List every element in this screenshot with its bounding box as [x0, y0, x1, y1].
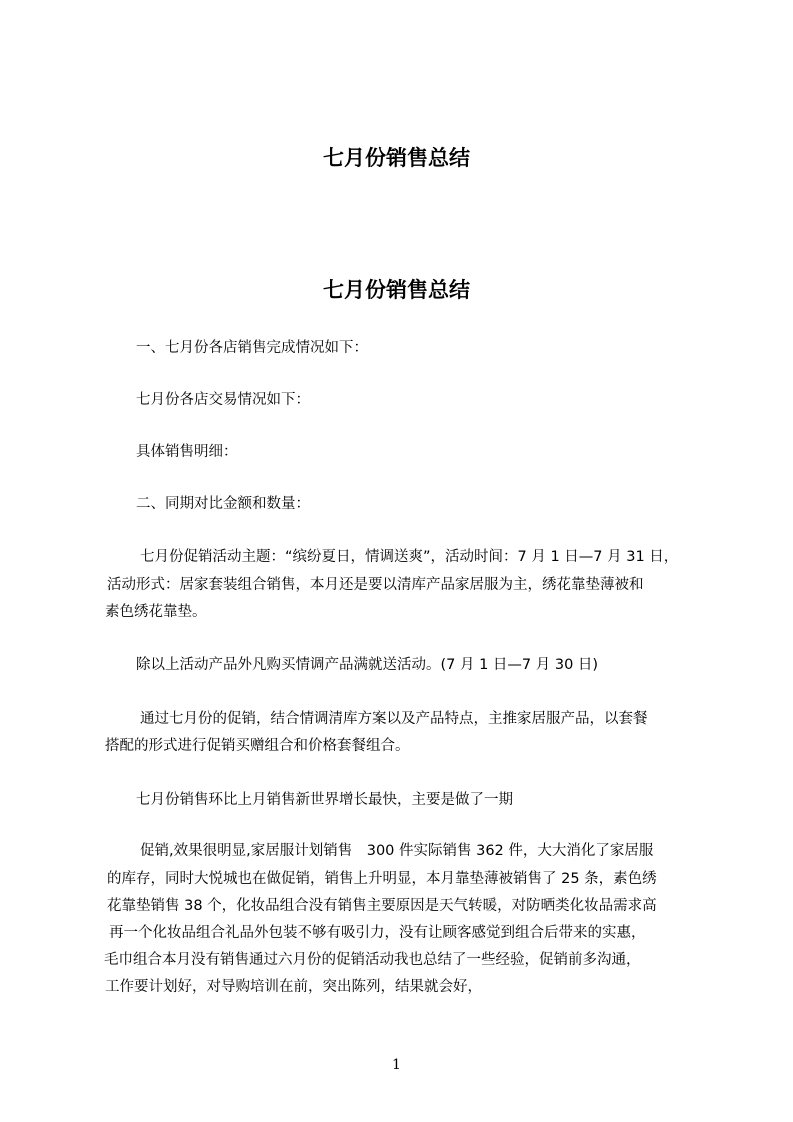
text-line: 毛巾组合本月没有销售通过六月份的促销活动我也总结了一些经验，促销前多沟通， — [104, 952, 641, 968]
header-title: 七月份销售总结 — [323, 146, 470, 170]
text-line: 活动形式：居家套装组合销售，本月还是要以清库产品家居服为主，绣花靠垫薄被和 — [107, 577, 644, 593]
text-line: 的库存，同时大悦城也在做促销，销售上升明显，本月靠垫薄被销售了 25 条，素色绣 — [107, 871, 657, 887]
text-line: 再一个化妆品组合礼品外包装不够有吸引力，没有让顾客感觉到组合后带来的实惠， — [109, 925, 646, 941]
paragraph-transactions: 七月份各店交易情况如下： — [136, 392, 310, 408]
paragraph-sales-details: 具体销售明细： — [136, 444, 238, 460]
text-line: 搭配的形式进行促销买赠组合和价格套餐组合。 — [105, 738, 410, 754]
page-number: 1 — [392, 1057, 401, 1073]
text-line: 工作要计划好，对导购培训在前，突出陈列，结果就会好， — [105, 979, 482, 995]
document-title: 七月份销售总结 — [323, 278, 470, 302]
paragraph-growth: 七月份销售环比上月销售新世界增长最快，主要是做了一期 — [136, 792, 513, 808]
text-line: 通过七月份的促销，结合情调清库方案以及产品特点，主推家居服产品，以套餐 — [140, 711, 648, 727]
text-line: 促销,效果很明显,家居服计划销售 300 件实际销售 362 件，大大消化了家居服 — [140, 843, 654, 859]
paragraph-gift-activity: 除以上活动产品外凡购买情调产品满就送活动。(7 月 1 日—7 月 30 日) — [136, 657, 599, 673]
text-line: 七月份促销活动主题：“缤纷夏日，情调送爽”，活动时间：7 月 1 日—7 月 31 日， — [140, 549, 679, 565]
text-line: 素色绣花靠垫。 — [105, 604, 207, 620]
paragraph-yoy-comparison: 二、同期对比金额和数量： — [136, 496, 310, 512]
paragraph-sales-completion: 一、七月份各店销售完成情况如下： — [136, 340, 368, 356]
text-line: 花靠垫销售 38 个，化妆品组合没有销售主要原因是天气转暖，对防晒类化妆品需求高 — [107, 898, 657, 914]
